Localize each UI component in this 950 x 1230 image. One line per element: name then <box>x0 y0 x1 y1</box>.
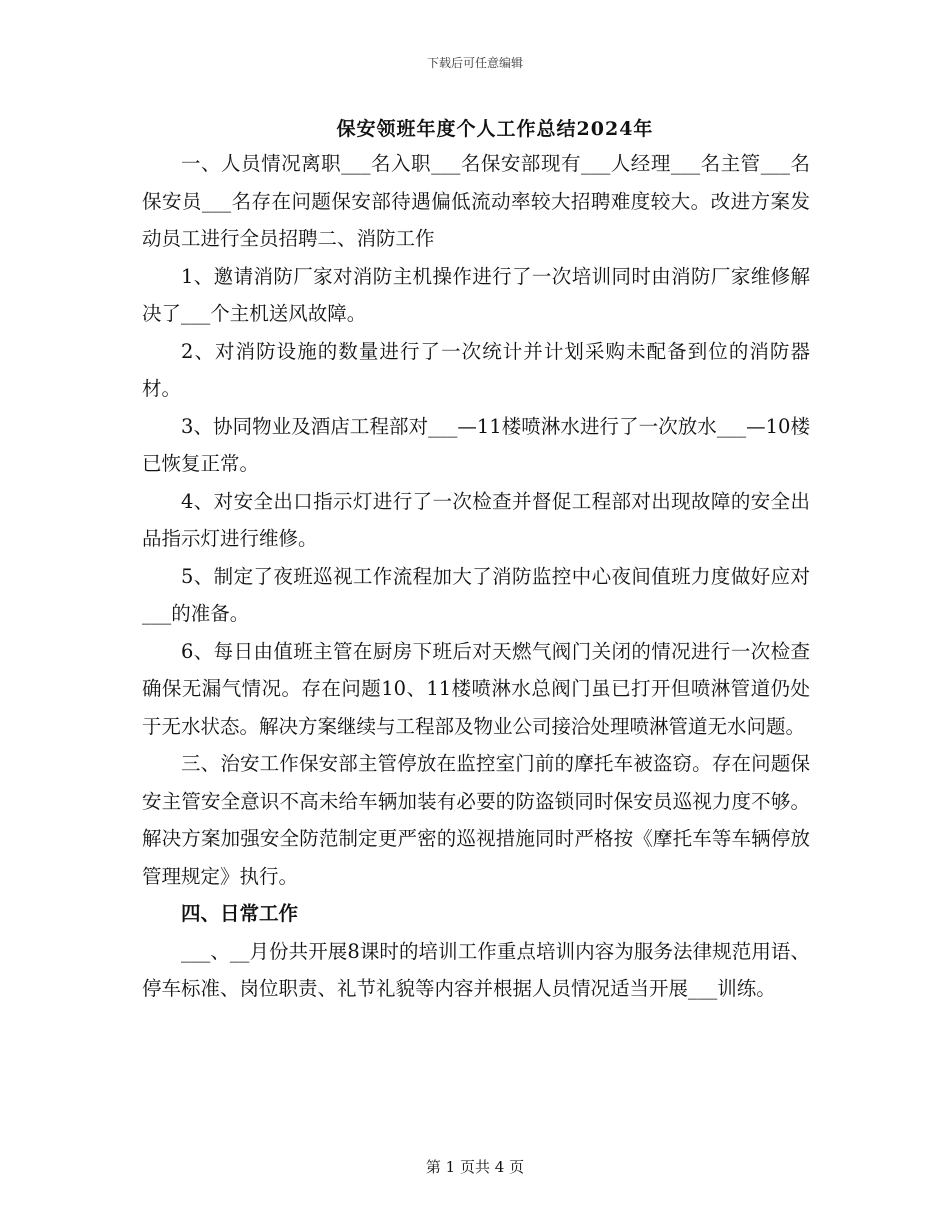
paragraph-fire-equipment: 2、对消防设施的数量进行了一次统计并计划采购未配备到位的消防器材。 <box>142 339 810 400</box>
page-number: 第 1 页共 4 页 <box>425 1158 525 1176</box>
paragraph-sprinkler: 3、协同物业及酒店工程部对___—11楼喷淋水进行了一次放水___—10楼已恢复正常。 <box>142 414 810 475</box>
document-title: 保安领班年度个人工作总结2024年 <box>336 118 654 140</box>
paragraph-exit-lights: 4、对安全出口指示灯进行了一次检查并督促工程部对出现故障的安全出品指示灯进行维修。 <box>142 489 810 550</box>
paragraph-night-patrol: 5、制定了夜班巡视工作流程加大了消防监控中心夜间值班力度做好应对___的准备。 <box>142 564 810 625</box>
paragraph-gas-check: 6、每日由值班主管在厨房下班后对天燃气阀门关闭的情况进行一次检查确保无漏气情况。存在问题10、11楼喷淋水总阀门虽已打开但喷淋管道仍处于无水状态。解决方案继续与工程部及物业公司接洽处理喷淋管道无水问题。 <box>142 639 810 738</box>
paragraph-personnel: 一、人员情况离职___名入职___名保安部现有___人经理___名主管___名保安员___名存在问题保安部待遇偏低流动率较大招聘难度较大。改进方案发动员工进行全员招聘二、消防工作 <box>142 152 810 250</box>
paragraph-fire-training: 1、邀请消防厂家对消防主机操作进行了一次培训同时由消防厂家维修解决了___个主机送风故障。 <box>142 264 810 325</box>
document-body <box>142 145 810 1008</box>
header-note: 下载后可任意编辑 <box>426 56 523 70</box>
paragraph-training: ___、__月份共开展8课时的培训工作重点培训内容为服务法律规范用语、停车标准、岗位职责、礼节礼貌等内容并根据人员情况适当开展___训练。 <box>142 939 810 1000</box>
section-heading-daily-work: 四、日常工作 <box>181 902 299 925</box>
paragraph-security: 三、治安工作保安部主管停放在监控室门前的摩托车被盗窃。存在问题保安主管安全意识不高未给车辆加装有必要的防盗锁同时保安员巡视力度不够。解决方案加强安全防范制定更严密的巡视措施同时严格按《摩托车等车辆停放管理规定》执行。 <box>142 752 810 888</box>
